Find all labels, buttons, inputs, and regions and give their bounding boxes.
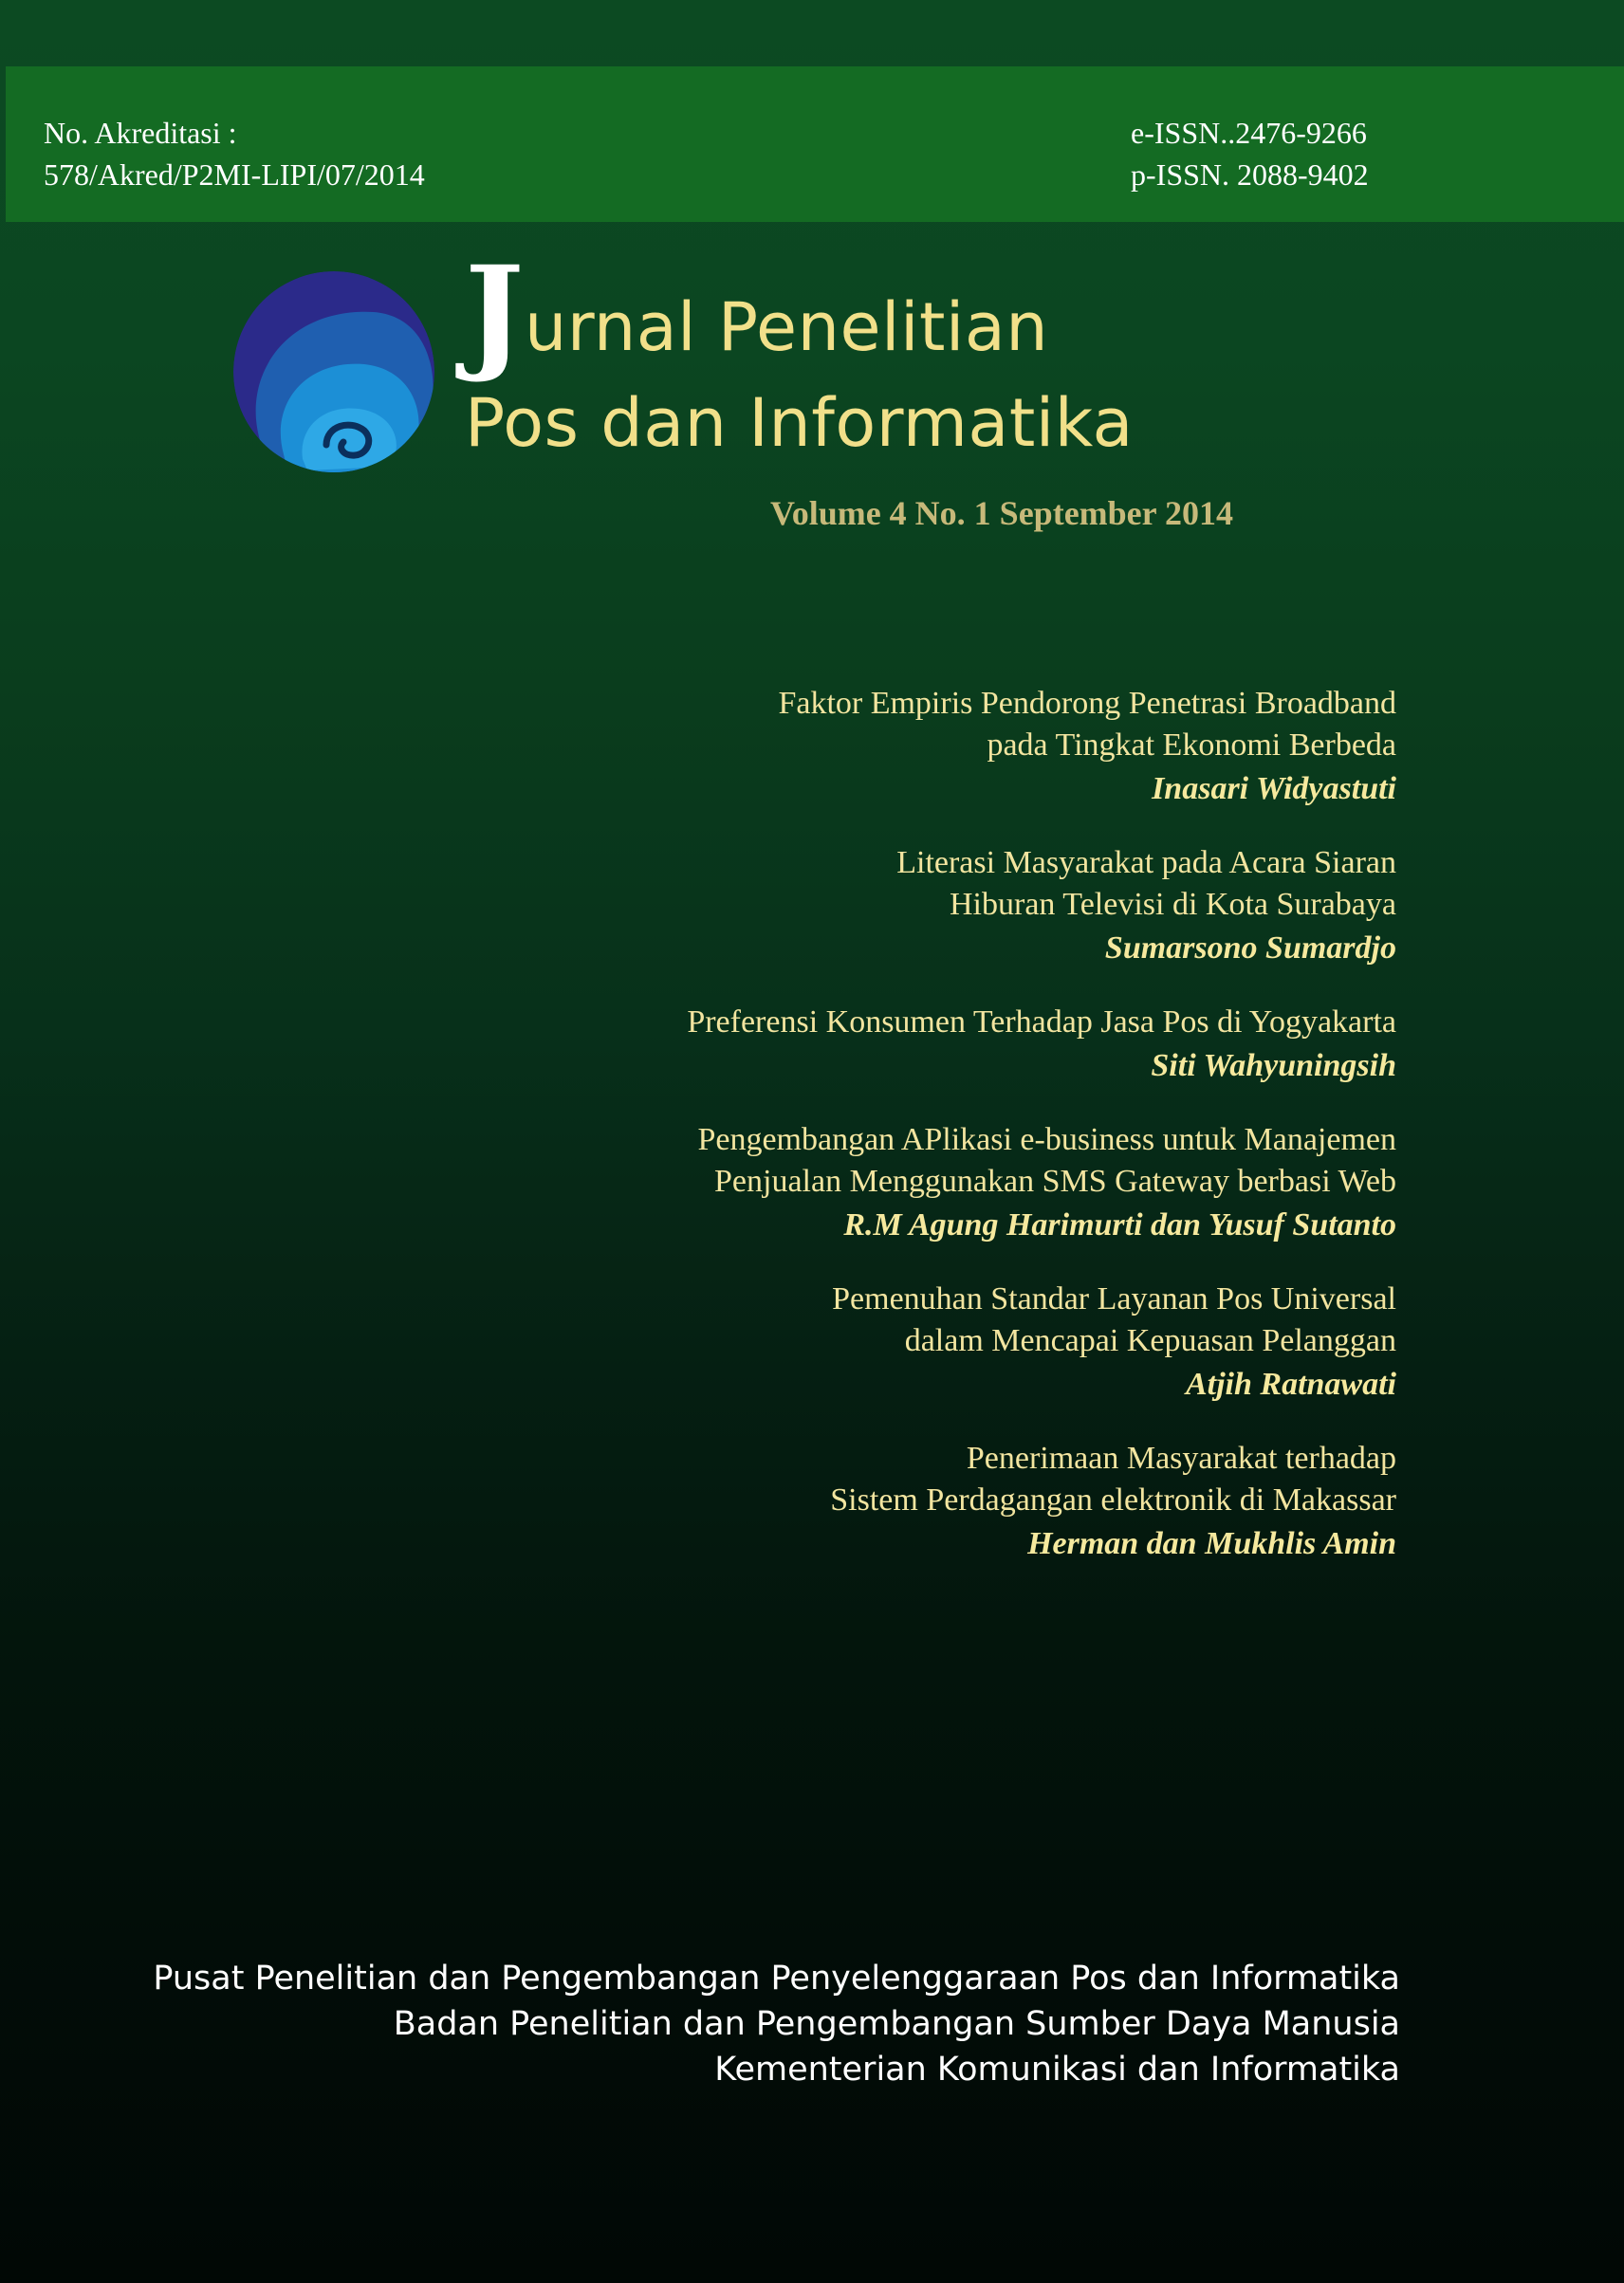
title-line1-rest: urnal Penelitian: [524, 288, 1049, 366]
publisher-line3: Kementerian Komunikasi dan Informatika: [714, 2051, 1400, 2089]
accreditation-label: No. Akreditasi :: [44, 116, 237, 150]
article-author: Siti Wahyuningsih: [1151, 1048, 1396, 1083]
article-author: Herman dan Mukhlis Amin: [1027, 1526, 1396, 1561]
article-title-line: Literasi Masyarakat pada Acara Siaran: [896, 845, 1396, 880]
article-title-line: Pemenuhan Standar Layanan Pos Universal: [832, 1281, 1396, 1316]
publisher-line1: Pusat Penelitian dan Pengembangan Penyelenggaraan Pos dan Informatika: [153, 1960, 1400, 1998]
article-item: [474, 1279, 1396, 1408]
article-title-line: dalam Mencapai Kepuasan Pelanggan: [904, 1323, 1396, 1358]
article-item: [474, 1119, 1396, 1248]
article-author: Sumarsono Sumardjo: [1104, 930, 1396, 966]
journal-title-line2: Pos dan Informatika: [465, 384, 1134, 462]
article-title-line: Hiburan Televisi di Kota Surabaya: [950, 887, 1396, 922]
article-item: [474, 683, 1396, 812]
article-title-line: Sistem Perdagangan elektronik di Makassar: [830, 1482, 1396, 1518]
header-band: [6, 66, 1624, 222]
accreditation-block: [44, 112, 425, 195]
article-title-line: Penerimaan Masyarakat terhadap: [966, 1441, 1396, 1476]
article-author: R.M Agung Harimurti dan Yusuf Sutanto: [843, 1207, 1396, 1243]
volume-info: Volume 4 No. 1 September 2014: [770, 494, 1233, 532]
article-item: [474, 1002, 1396, 1089]
journal-title-line1: [465, 239, 1319, 386]
eissn: e-ISSN..2476-9266: [1131, 116, 1367, 150]
publisher-line2: Badan Penelitian dan Pengembangan Sumber Daya Manusia: [393, 2005, 1400, 2043]
article-title-line: Preferensi Konsumen Terhadap Jasa Pos di Yogyakarta: [687, 1004, 1396, 1040]
article-title-line: Faktor Empiris Pendorong Penetrasi Broadband: [778, 686, 1396, 721]
article-item: [474, 842, 1396, 971]
issn-block: [1131, 112, 1369, 195]
article-author: Inasari Widyastuti: [1152, 771, 1396, 806]
article-title-line: Pengembangan APlikasi e-business untuk Manajemen: [697, 1122, 1396, 1157]
journal-title: [465, 239, 1319, 469]
article-author: Atjih Ratnawati: [1185, 1367, 1396, 1402]
kominfo-swirl-logo-icon: [231, 269, 436, 474]
article-item: [474, 1438, 1396, 1567]
accreditation-number: 578/Akred/P2MI-LIPI/07/2014: [44, 157, 425, 192]
publisher-block: [57, 1956, 1400, 2092]
pissn: p-ISSN. 2088-9402: [1131, 157, 1369, 192]
title-initial: J: [465, 239, 525, 386]
article-list: [474, 683, 1396, 1597]
article-title-line: Penjualan Menggunakan SMS Gateway berbasi Web: [714, 1164, 1396, 1199]
article-title-line: pada Tingkat Ekonomi Berbeda: [987, 727, 1396, 763]
